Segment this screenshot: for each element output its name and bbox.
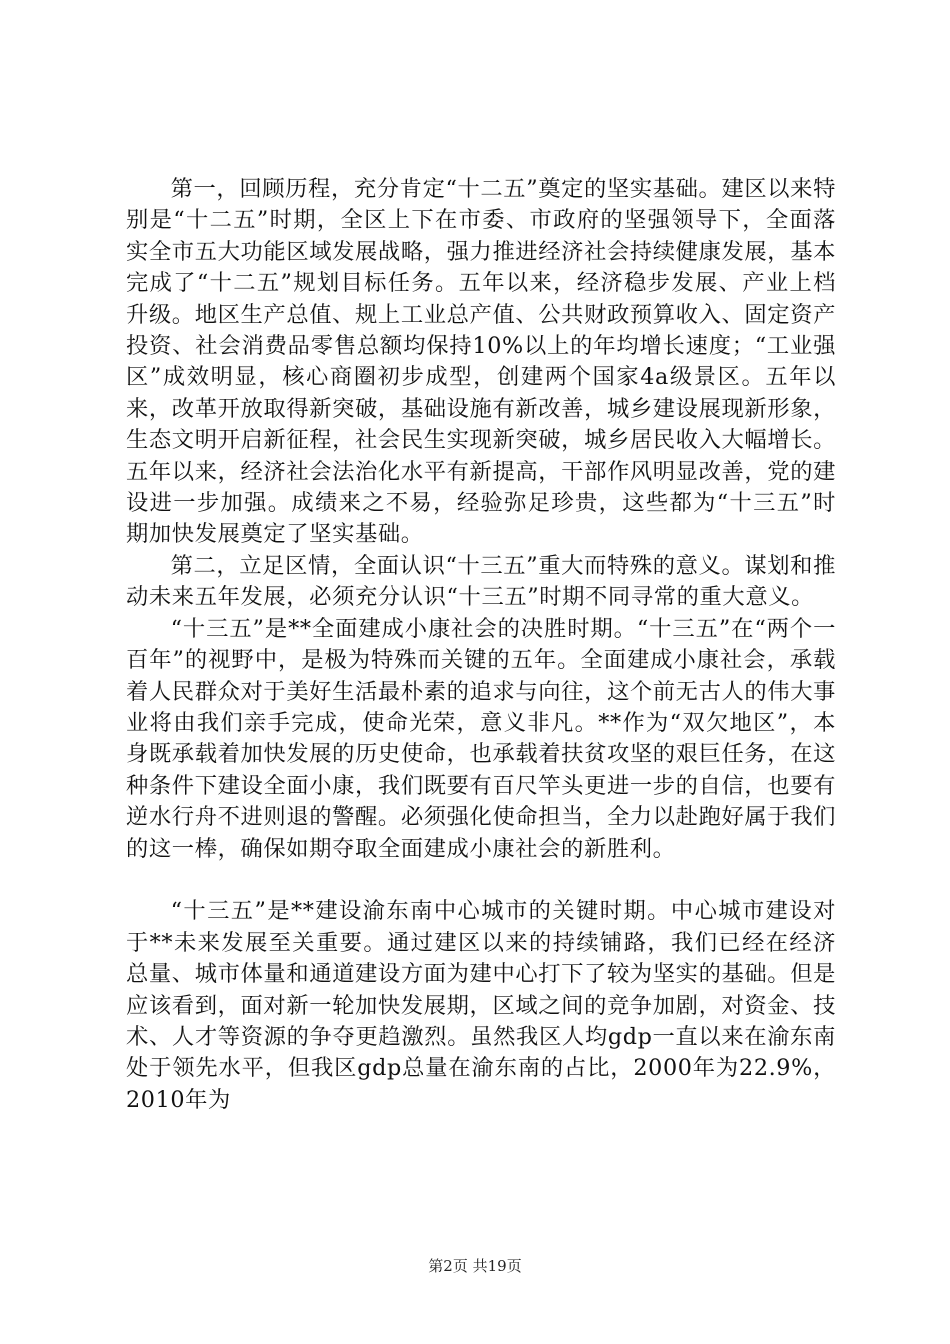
paragraph-moderately-prosperous-society: “十三五”是**全面建成小康社会的决胜时期。“十三五”在“两个一百年”的视野中，是极为特殊而关键的五年。全面建成小康社会，承载着人民群众对于美好生活最朴素的追求与向往，这个前无古人的伟大事业将由我们亲手完成，使命光荣，意义非凡。**作为“双欠地区”，本身既承载着加快发展的历史使命，也承载着扶贫攻坚的艰巨任务，在这种条件下建设全面小康，我们既要有百尺竿头更进一步的自信，也要有逆水行舟不进则退的警醒。必须强化使命担当，全力以赴跑好属于我们的这一棒，确保如期夺取全面建成小康社会的新胜利。 <box>126 615 836 862</box>
document-body <box>126 174 836 1116</box>
page-number-footer: 第2页 共19页 <box>428 1257 522 1275</box>
paragraph-central-city-construction: “十三五”是**建设渝东南中心城市的关键时期。中心城市建设对于**未来发展至关重要。通过建区以来的持续铺路，我们已经在经济总量、城市体量和通道建设方面为建中心打下了较为坚实的基础。但是应该看到，面对新一轮加快发展期，区域之间的竞争加剧，对资金、技术、人才等资源的争夺更趋激烈。虽然我区人均gdp一直以来在渝东南处于领先水平，但我区gdp总量在渝东南的占比，2000年为22.9%，2010年为 <box>126 898 836 1113</box>
paragraph-gap <box>126 865 836 896</box>
paragraph-review-twelfth-plan: 第一，回顾历程，充分肯定“十二五”奠定的坚实基础。建区以来特别是“十二五”时期，全区上下在市委、市政府的坚强领导下，全面落实全市五大功能区域发展战略，强力推进经济社会持续健康发展，基本完成了“十二五”规划目标任务。五年以来，经济稳步发展、产业上档升级。地区生产总值、规上工业总产值、公共财政预算收入、固定资产投资、社会消费品零售总额均保持10%以上的年均增长速度；“工业强区”成效明显，核心商圈初步成型，创建两个国家4a级景区。五年以来，改革开放取得新突破，基础设施有新改善，城乡建设展现新形象，生态文明开启新征程，社会民生实现新突破，城乡居民收入大幅增长。五年以来，经济社会法治化水平有新提高，干部作风明显改善，党的建设进一步加强。成绩来之不易，经验弥足珍贵，这些都为“十三五”时期加快发展奠定了坚实基础。 <box>126 176 836 548</box>
paragraph-understand-thirteenth-plan: 第二，立足区情，全面认识“十三五”重大而特殊的意义。谋划和推动未来五年发展，必须充分认识“十三五”时期不同寻常的重大意义。 <box>126 552 836 611</box>
